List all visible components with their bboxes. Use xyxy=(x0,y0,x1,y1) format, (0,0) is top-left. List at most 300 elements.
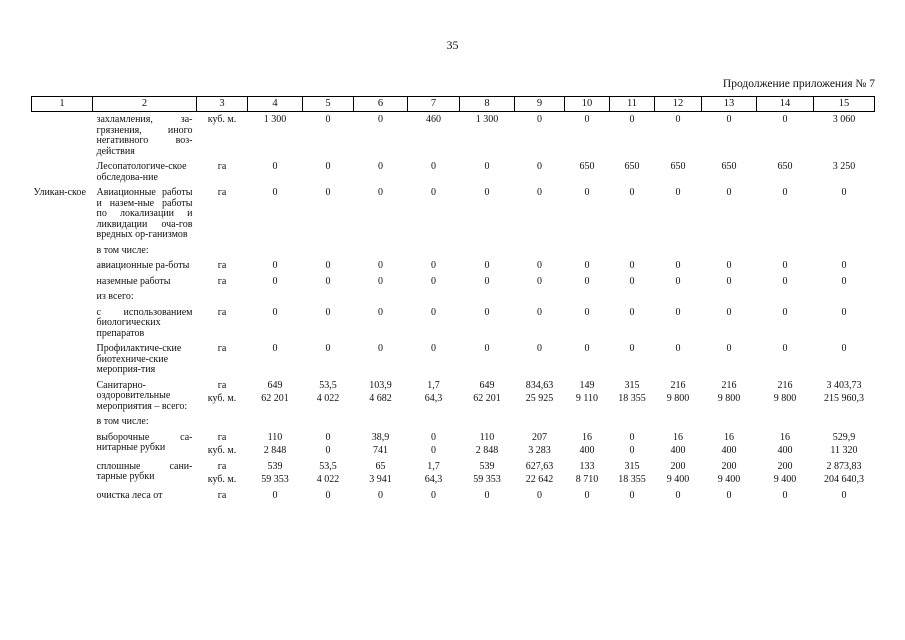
value-cell-col-7 xyxy=(408,414,460,430)
value: 0 xyxy=(726,187,732,198)
unit-value: куб. м. xyxy=(207,445,237,456)
value: 0 xyxy=(629,489,635,501)
unit-cell xyxy=(197,185,248,243)
value-cell-col-9 xyxy=(515,341,565,378)
value: 0 xyxy=(629,306,635,318)
work-type-cell: очистка леса от xyxy=(96,489,163,501)
value-cell-col-4 xyxy=(248,274,303,290)
value-cell-col-13 xyxy=(702,289,757,305)
work-type-cell: Профилактиче-ские биотехниче-ские мероприя-тия xyxy=(96,343,182,375)
value: 0 xyxy=(675,114,681,125)
value-cell-col-14 xyxy=(757,112,814,160)
value-cell-col-6 xyxy=(354,258,408,274)
value: 0 xyxy=(272,161,278,172)
value: 3 403,73 xyxy=(826,379,862,391)
value: 0 xyxy=(378,306,383,318)
value-cell-col-4 xyxy=(248,305,303,342)
value: 0 xyxy=(782,114,788,125)
value: 0 xyxy=(782,489,788,501)
column-header-11: 11 xyxy=(610,97,655,112)
value: 0 xyxy=(272,306,278,318)
value: 0 xyxy=(325,431,331,443)
value: 0 xyxy=(272,275,278,287)
column-header-9: 9 xyxy=(515,97,565,112)
value: 0 xyxy=(378,114,383,125)
value: 0 xyxy=(675,306,681,318)
value-cell-col-12 xyxy=(655,112,702,160)
value-cell-col-10 xyxy=(565,258,610,274)
value-cell-col-12 xyxy=(655,488,702,504)
value: 1 300 xyxy=(263,114,287,125)
value: 0 xyxy=(537,489,542,501)
value: 539 xyxy=(479,460,495,472)
value-cell-col-14 xyxy=(757,459,814,488)
value-cell-col-7 xyxy=(408,305,460,342)
forestry-name-cell xyxy=(32,274,93,290)
value: 649 xyxy=(479,379,495,391)
value-cell-col-14 xyxy=(757,243,814,259)
value: 0 xyxy=(537,343,542,354)
value-cell-col-4 xyxy=(248,243,303,259)
value-cell-col-13 xyxy=(702,274,757,290)
value: 200 xyxy=(777,460,793,472)
value-cell-col-5 xyxy=(303,378,354,415)
value: 200 xyxy=(670,460,686,472)
value-cell-col-6 xyxy=(354,243,408,259)
value-cell-col-10 xyxy=(565,378,610,415)
value: 0 xyxy=(537,306,542,318)
column-header-12: 12 xyxy=(655,97,702,112)
value: 649 xyxy=(267,379,283,391)
value-cell-col-9 xyxy=(515,274,565,290)
unit-cell xyxy=(197,430,248,459)
value: 216 xyxy=(670,379,686,391)
column-header-4: 4 xyxy=(248,97,303,112)
table-row xyxy=(32,414,875,430)
table-row xyxy=(32,274,875,290)
value: 0 xyxy=(584,275,590,287)
value-cell-col-5 xyxy=(303,488,354,504)
value-cell-col-15 xyxy=(814,289,875,305)
column-header-1: 1 xyxy=(32,97,93,112)
value: 650 xyxy=(721,161,737,172)
value-cell-col-7 xyxy=(408,185,460,243)
value: 16 xyxy=(724,431,734,443)
value: 1,7 xyxy=(427,460,440,472)
value-cell-col-10 xyxy=(565,243,610,259)
value-cell-col-13 xyxy=(702,378,757,415)
value-cell-col-9 xyxy=(515,159,565,185)
column-header-7: 7 xyxy=(408,97,460,112)
value: 16 xyxy=(673,431,683,443)
value: 0 xyxy=(272,187,278,198)
value: 0 xyxy=(675,260,681,271)
value-cell-col-12 xyxy=(655,341,702,378)
table-body xyxy=(32,112,875,504)
value-cell-col-12 xyxy=(655,185,702,243)
value: 3 060 xyxy=(832,114,856,125)
table-row xyxy=(32,305,875,342)
column-header-14: 14 xyxy=(757,97,814,112)
unit-value: га xyxy=(217,460,227,472)
value: 16 xyxy=(780,431,790,443)
value-cell-col-12 xyxy=(655,305,702,342)
value-cell-col-11 xyxy=(610,289,655,305)
value: 3 250 xyxy=(832,161,856,172)
value-cell-col-11 xyxy=(610,274,655,290)
value-cell-col-12 xyxy=(655,243,702,259)
value-cell-col-11 xyxy=(610,430,655,459)
value-cell-col-11 xyxy=(610,185,655,243)
value: 0 xyxy=(484,489,490,501)
value-cell-col-11 xyxy=(610,305,655,342)
value: 1,7 xyxy=(427,379,440,391)
value: 9 800 xyxy=(666,393,690,404)
table-row xyxy=(32,378,875,415)
value-cell-col-12 xyxy=(655,430,702,459)
value: 0 xyxy=(726,114,732,125)
value: 650 xyxy=(624,161,640,172)
value-cell-col-8 xyxy=(460,488,515,504)
value-cell-col-10 xyxy=(565,414,610,430)
forestry-name-cell xyxy=(32,459,93,488)
value-cell-col-12 xyxy=(655,159,702,185)
value-cell-col-10 xyxy=(565,488,610,504)
value-cell-col-9 xyxy=(515,305,565,342)
value: 0 xyxy=(325,343,331,354)
forestry-name-cell xyxy=(32,488,93,504)
column-header-8: 8 xyxy=(460,97,515,112)
value: 0 xyxy=(325,187,331,198)
value-cell-col-4 xyxy=(248,341,303,378)
value-cell-col-13 xyxy=(702,414,757,430)
column-number-row xyxy=(32,97,875,112)
forestry-name-cell xyxy=(32,289,93,305)
forestry-name-cell xyxy=(32,112,93,160)
value-cell-col-15 xyxy=(814,112,875,160)
value: 741 xyxy=(373,445,388,456)
value-cell-col-6 xyxy=(354,341,408,378)
value-cell-col-5 xyxy=(303,243,354,259)
unit-value: га xyxy=(217,275,227,287)
value-cell-col-10 xyxy=(565,430,610,459)
value-cell-col-7 xyxy=(408,378,460,415)
work-type-cell: авиационные ра-боты xyxy=(96,260,190,271)
value: 53,5 xyxy=(319,379,337,391)
column-header-15: 15 xyxy=(814,97,875,112)
value-cell-col-11 xyxy=(610,378,655,415)
value: 110 xyxy=(479,431,495,443)
value: 627,63 xyxy=(525,460,554,472)
value-cell-col-9 xyxy=(515,258,565,274)
column-header-13: 13 xyxy=(702,97,757,112)
value: 0 xyxy=(378,260,383,271)
value-cell-col-15 xyxy=(814,378,875,415)
value-cell-col-14 xyxy=(757,341,814,378)
value: 149 xyxy=(579,379,595,391)
value: 400 xyxy=(721,445,737,456)
value-cell-col-15 xyxy=(814,243,875,259)
value: 0 xyxy=(431,489,436,501)
value: 0 xyxy=(629,275,635,287)
value: 0 xyxy=(584,306,590,318)
value: 0 xyxy=(537,187,542,198)
value: 2 848 xyxy=(263,445,287,456)
value: 0 xyxy=(484,275,490,287)
value: 216 xyxy=(721,379,737,391)
value-cell-col-5 xyxy=(303,185,354,243)
value: 0 xyxy=(325,489,331,501)
value: 62 201 xyxy=(473,393,501,404)
value: 0 xyxy=(431,275,436,287)
value-cell-col-7 xyxy=(408,430,460,459)
forestry-name-cell xyxy=(32,341,93,378)
value-cell-col-7 xyxy=(408,459,460,488)
value-cell-col-13 xyxy=(702,112,757,160)
work-type-cell: с использованием биологических препаратов xyxy=(96,306,193,339)
work-type-cell: в том числе: xyxy=(96,244,149,256)
value: 0 xyxy=(537,161,542,172)
unit-cell xyxy=(197,414,248,430)
value: 0 xyxy=(841,260,847,271)
value-cell-col-5 xyxy=(303,341,354,378)
value-cell-col-10 xyxy=(565,289,610,305)
table-row xyxy=(32,159,875,185)
value-cell-col-7 xyxy=(408,243,460,259)
value-cell-col-15 xyxy=(814,274,875,290)
value-cell-col-12 xyxy=(655,274,702,290)
table-row xyxy=(32,243,875,259)
value: 16 xyxy=(582,431,592,443)
value-cell-col-9 xyxy=(515,185,565,243)
value-cell-col-12 xyxy=(655,414,702,430)
value-cell-col-7 xyxy=(408,112,460,160)
value: 18 355 xyxy=(618,393,646,404)
value-cell-col-5 xyxy=(303,459,354,488)
value-cell-col-10 xyxy=(565,274,610,290)
table-row xyxy=(32,112,875,160)
value: 0 xyxy=(431,260,436,271)
value: 0 xyxy=(782,187,788,198)
value: 53,5 xyxy=(319,460,337,472)
value: 0 xyxy=(378,161,383,172)
value-cell-col-8 xyxy=(460,112,515,160)
value-cell-col-13 xyxy=(702,243,757,259)
value-cell-col-10 xyxy=(565,341,610,378)
appendix-note: Продолжение приложения № 7 xyxy=(722,78,875,90)
work-type-cell: захламления, за-грязнения, иного негативного воз-действия xyxy=(96,114,193,157)
table-row xyxy=(32,488,875,504)
value: 0 xyxy=(841,187,847,198)
value: 460 xyxy=(426,114,441,125)
value-cell-col-12 xyxy=(655,258,702,274)
value: 0 xyxy=(378,343,383,354)
value: 0 xyxy=(629,260,635,271)
table-row xyxy=(32,185,875,243)
value-cell-col-14 xyxy=(757,159,814,185)
value: 0 xyxy=(726,306,732,318)
value-cell-col-8 xyxy=(460,459,515,488)
value-cell-col-4 xyxy=(248,378,303,415)
value: 0 xyxy=(782,260,788,271)
value-cell-col-10 xyxy=(565,459,610,488)
value: 539 xyxy=(267,460,283,472)
unit-cell xyxy=(197,289,248,305)
value-cell-col-6 xyxy=(354,289,408,305)
value: 9 800 xyxy=(717,393,741,404)
value: 0 xyxy=(782,275,788,287)
unit-value: га xyxy=(217,343,227,354)
value: 0 xyxy=(841,343,847,354)
value: 315 xyxy=(624,460,640,472)
value: 0 xyxy=(629,431,635,443)
forestry-name-cell xyxy=(32,258,93,274)
value: 3 941 xyxy=(369,474,392,485)
value: 0 xyxy=(726,343,732,354)
value: 22 642 xyxy=(525,474,554,485)
value-cell-col-14 xyxy=(757,414,814,430)
value-cell-col-6 xyxy=(354,430,408,459)
value-cell-col-13 xyxy=(702,305,757,342)
unit-value: га xyxy=(217,489,227,501)
value: 25 925 xyxy=(525,393,554,404)
value: 834,63 xyxy=(525,379,554,391)
forestry-name-cell xyxy=(32,305,93,342)
value: 0 xyxy=(629,343,635,354)
work-type-cell: сплошные сани-тарные рубки xyxy=(96,460,193,482)
unit-cell xyxy=(197,459,248,488)
value: 0 xyxy=(431,431,436,443)
forestry-name-cell xyxy=(32,243,93,259)
value-cell-col-7 xyxy=(408,488,460,504)
value-cell-col-5 xyxy=(303,414,354,430)
value-cell-col-8 xyxy=(460,414,515,430)
value-cell-col-6 xyxy=(354,274,408,290)
value-cell-col-4 xyxy=(248,430,303,459)
value-cell-col-4 xyxy=(248,459,303,488)
value: 0 xyxy=(325,260,331,271)
value: 0 xyxy=(325,114,331,125)
value: 0 xyxy=(584,489,590,501)
value-cell-col-10 xyxy=(565,112,610,160)
value: 0 xyxy=(431,161,436,172)
value-cell-col-6 xyxy=(354,488,408,504)
unit-cell xyxy=(197,488,248,504)
value: 400 xyxy=(579,445,595,456)
value-cell-col-9 xyxy=(515,430,565,459)
value: 0 xyxy=(272,489,278,501)
value: 2 848 xyxy=(475,445,499,456)
value-cell-col-12 xyxy=(655,289,702,305)
value-cell-col-13 xyxy=(702,430,757,459)
value: 18 355 xyxy=(618,474,646,485)
value-cell-col-7 xyxy=(408,159,460,185)
value: 400 xyxy=(777,445,793,456)
work-type-cell: Авиационные работы и назем-ные работы по локализации и ликвидации оча-гов вредных ор-ганизмов xyxy=(96,187,193,240)
table-row xyxy=(32,341,875,378)
column-header-10: 10 xyxy=(565,97,610,112)
value-cell-col-7 xyxy=(408,258,460,274)
unit-value: га xyxy=(217,306,227,318)
unit-value: куб. м. xyxy=(207,114,237,125)
table-row xyxy=(32,459,875,488)
value: 0 xyxy=(675,275,681,287)
value: 0 xyxy=(484,187,490,198)
value: 0 xyxy=(272,343,278,354)
value-cell-col-12 xyxy=(655,378,702,415)
value-cell-col-4 xyxy=(248,185,303,243)
value: 200 xyxy=(721,460,737,472)
value-cell-col-8 xyxy=(460,243,515,259)
value: 4 682 xyxy=(369,393,392,404)
value: 0 xyxy=(841,489,847,501)
value: 0 xyxy=(431,445,436,456)
value-cell-col-10 xyxy=(565,159,610,185)
work-type-cell: выборочные са-нитарные рубки xyxy=(96,431,193,453)
value: 0 xyxy=(841,275,847,287)
value: 0 xyxy=(431,187,436,198)
forestry-name-cell xyxy=(32,378,93,415)
value-cell-col-9 xyxy=(515,112,565,160)
value-cell-col-15 xyxy=(814,414,875,430)
value: 0 xyxy=(629,114,635,125)
value: 0 xyxy=(675,343,681,354)
value: 216 xyxy=(777,379,793,391)
value: 0 xyxy=(537,260,542,271)
table-row xyxy=(32,289,875,305)
value: 0 xyxy=(431,343,436,354)
unit-value: га xyxy=(217,379,227,391)
value: 0 xyxy=(584,260,590,271)
table-row xyxy=(32,258,875,274)
value: 0 xyxy=(675,187,681,198)
value: 0 xyxy=(584,114,590,125)
value: 133 xyxy=(579,460,595,472)
unit-value: га xyxy=(217,187,227,198)
value-cell-col-6 xyxy=(354,378,408,415)
value-cell-col-13 xyxy=(702,159,757,185)
value-cell-col-13 xyxy=(702,258,757,274)
value-cell-col-10 xyxy=(565,305,610,342)
value-cell-col-11 xyxy=(610,459,655,488)
value: 0 xyxy=(584,187,590,198)
value: 0 xyxy=(484,260,490,271)
value-cell-col-14 xyxy=(757,289,814,305)
unit-cell xyxy=(197,258,248,274)
value: 0 xyxy=(782,306,788,318)
value-cell-col-15 xyxy=(814,430,875,459)
value: 0 xyxy=(537,275,542,287)
value: 59 353 xyxy=(261,474,289,485)
value-cell-col-5 xyxy=(303,159,354,185)
value: 59 353 xyxy=(473,474,501,485)
value: 62 201 xyxy=(261,393,289,404)
work-type-cell: из всего: xyxy=(96,291,134,302)
unit-cell xyxy=(197,112,248,160)
value-cell-col-5 xyxy=(303,274,354,290)
value: 650 xyxy=(670,161,686,172)
value-cell-col-8 xyxy=(460,305,515,342)
value-cell-col-6 xyxy=(354,185,408,243)
value-cell-col-6 xyxy=(354,305,408,342)
value: 64,3 xyxy=(424,474,443,485)
value: 0 xyxy=(325,445,331,456)
value-cell-col-15 xyxy=(814,185,875,243)
value-cell-col-11 xyxy=(610,243,655,259)
value-cell-col-13 xyxy=(702,341,757,378)
value-cell-col-7 xyxy=(408,341,460,378)
value: 11 320 xyxy=(830,445,858,456)
